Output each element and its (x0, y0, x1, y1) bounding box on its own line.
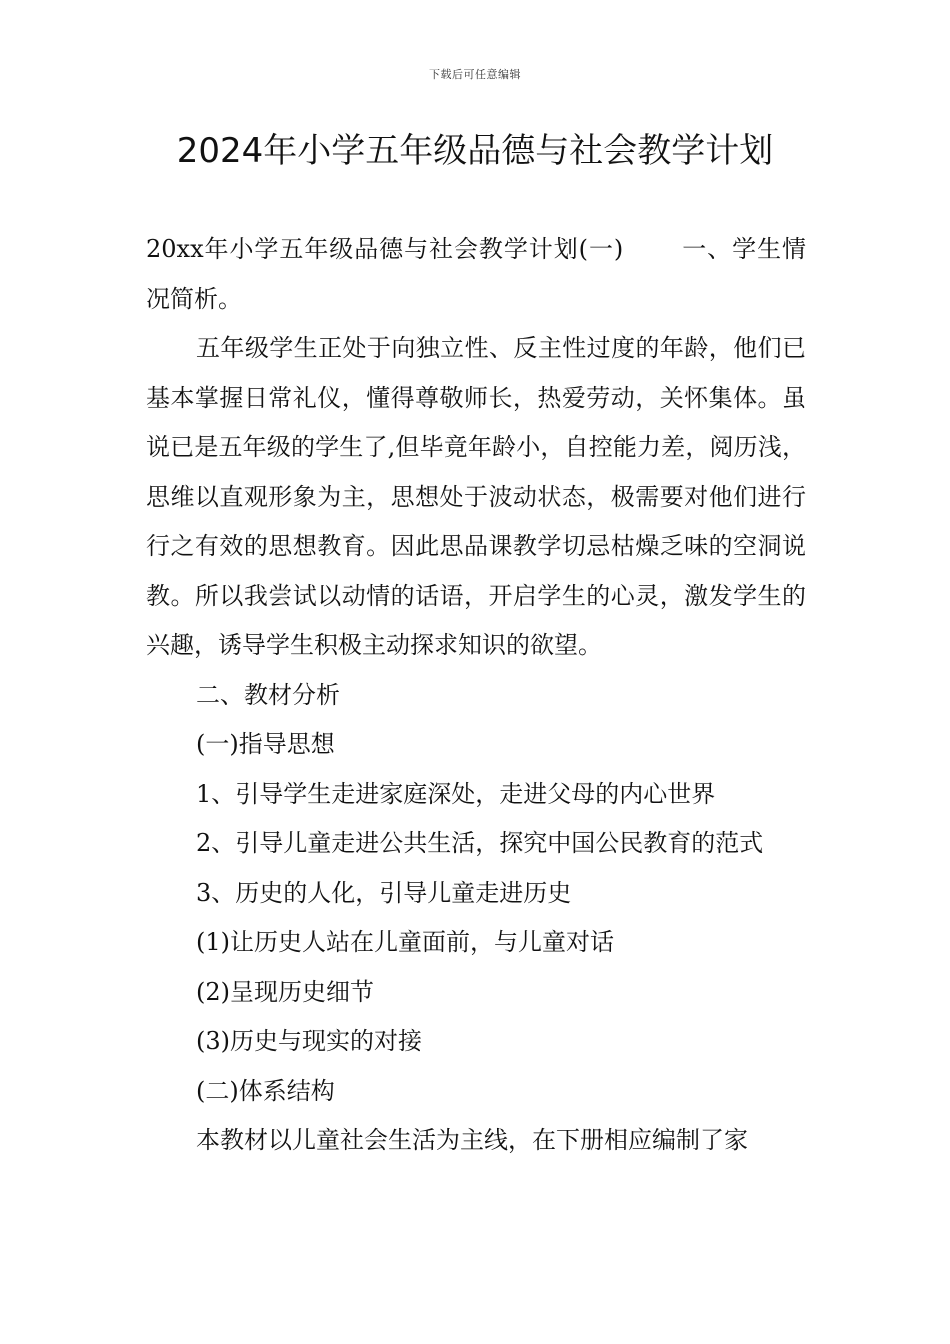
paragraph-student-analysis: 五年级学生正处于向独立性、反主性过度的年龄，他们已基本掌握日常礼仪，懂得尊敬师长，热爱劳动，关怀集体。虽说已是五年级的学生了,但毕竟年龄小，自控能力差，阅历浅，思维以直观形象为主，思想处于波动状态，极需要对他们进行行之有效的思想教育。因此思品课教学切忌枯燥乏味的空洞说教。所以我尝试以动情的话语，开启学生的心灵，激发学生的兴趣，诱导学生积极主动探求知识的欲望。 (146, 334, 806, 659)
intro-heading: 20xx年小学五年级品德与社会教学计划(一) (146, 235, 624, 263)
list-item-3: 3、历史的人化，引导儿童走进历史 (196, 878, 572, 907)
subheading-guiding-ideology: (一)指导思想 (196, 730, 335, 758)
sub-item-2: (2)呈现历史细节 (196, 977, 374, 1006)
paragraph-structure: 本教材以儿童社会生活为主线，在下册相应编制了家 (196, 1126, 748, 1154)
document-title: 2024年小学五年级品德与社会教学计划 (176, 131, 774, 171)
sub-item-1: (1)让历史人站在儿童面前，与儿童对话 (196, 928, 614, 956)
sub-item-3: (3)历史与现实的对接 (196, 1027, 422, 1055)
header-note: 下载后可任意编辑 (429, 68, 521, 81)
document-body (146, 225, 806, 1166)
subheading-system-structure: (二)体系结构 (196, 1076, 335, 1105)
section-heading-textbook-analysis: 二、教材分析 (196, 680, 340, 709)
section-heading-student-analysis: 一、学生情况简析。 (146, 235, 807, 313)
intro-paragraph (146, 225, 806, 324)
list-item-1: 1、引导学生走进家庭深处，走进父母的内心世界 (196, 779, 716, 808)
list-item-2: 2、引导儿童走进公共生活，探究中国公民教育的范式 (196, 829, 764, 857)
